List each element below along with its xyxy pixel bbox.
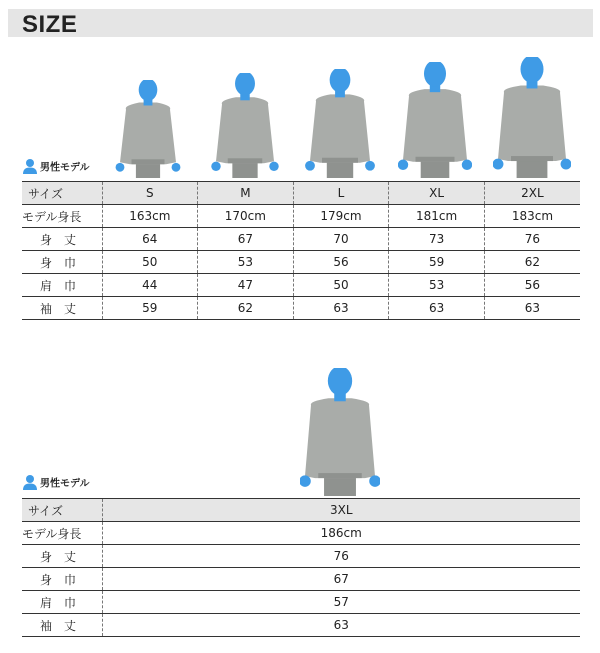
row-label: モデル身長: [22, 205, 102, 228]
model-height-row: [22, 205, 580, 228]
cell-size: L: [293, 182, 389, 205]
row-label: サイズ: [22, 499, 102, 522]
row-label: 袖 丈: [22, 614, 102, 637]
size-row: [22, 182, 580, 205]
cell-shoulder: 44: [102, 274, 198, 297]
cell-width: 50: [102, 251, 198, 274]
cell-length: 70: [293, 228, 389, 251]
cell-sleeve: 63: [484, 297, 580, 320]
sleeve-length-row: [22, 297, 580, 320]
row-label: サイズ: [22, 182, 102, 205]
cell-length: 76: [484, 228, 580, 251]
cell-height: 183cm: [484, 205, 580, 228]
body-length-row: [22, 228, 580, 251]
body-width-row: [22, 568, 580, 591]
cell-width: 53: [198, 251, 294, 274]
cell-size: 2XL: [484, 182, 580, 205]
model-s-figure: [115, 80, 181, 178]
row-label: 肩 巾: [22, 591, 102, 614]
model-l-figure: [305, 69, 375, 178]
cell-width: 56: [293, 251, 389, 274]
row-label: モデル身長: [22, 522, 102, 545]
cell-length: 64: [102, 228, 198, 251]
size-table-2: [22, 498, 580, 637]
shoulder-width-row: [22, 274, 580, 297]
cell-length: 73: [389, 228, 485, 251]
cell-sleeve: 59: [102, 297, 198, 320]
row-label: 身 丈: [22, 228, 102, 251]
model-m-figure: [211, 73, 279, 178]
row-label: 身 巾: [22, 568, 102, 591]
cell-length: 76: [102, 545, 580, 568]
body-width-row: [22, 251, 580, 274]
model-3xl-figure: [300, 368, 380, 496]
cell-width: 59: [389, 251, 485, 274]
cell-shoulder: 47: [198, 274, 294, 297]
cell-height: 186cm: [102, 522, 580, 545]
model-height-row: [22, 522, 580, 545]
body-length-row: [22, 545, 580, 568]
model-label: [22, 158, 90, 174]
row-label: 身 丈: [22, 545, 102, 568]
cell-height: 163cm: [102, 205, 198, 228]
cell-shoulder: 56: [484, 274, 580, 297]
cell-shoulder: 50: [293, 274, 389, 297]
cell-sleeve: 63: [389, 297, 485, 320]
cell-shoulder: 57: [102, 591, 580, 614]
cell-sleeve: 63: [102, 614, 580, 637]
row-label: 肩 巾: [22, 274, 102, 297]
size-table-1: [22, 181, 580, 320]
cell-sleeve: 63: [293, 297, 389, 320]
row-label: 袖 丈: [22, 297, 102, 320]
person-icon: [22, 158, 38, 174]
cell-height: 181cm: [389, 205, 485, 228]
cell-sleeve: 62: [198, 297, 294, 320]
model-xl-figure: [398, 62, 472, 178]
size-row: [22, 499, 580, 522]
page-title: SIZE: [22, 11, 78, 38]
cell-length: 67: [198, 228, 294, 251]
cell-width: 62: [484, 251, 580, 274]
title-bar: [8, 9, 593, 37]
row-label: 身 巾: [22, 251, 102, 274]
person-icon: [22, 474, 38, 490]
model-label-text: 男性モデル: [40, 478, 90, 490]
model-label-2: [22, 474, 90, 490]
cell-height: 179cm: [293, 205, 389, 228]
cell-size: S: [102, 182, 198, 205]
cell-size: 3XL: [102, 499, 580, 522]
cell-size: M: [198, 182, 294, 205]
cell-size: XL: [389, 182, 485, 205]
cell-height: 170cm: [198, 205, 294, 228]
sleeve-length-row: [22, 614, 580, 637]
shoulder-width-row: [22, 591, 580, 614]
cell-width: 67: [102, 568, 580, 591]
model-label-text: 男性モデル: [40, 162, 90, 174]
model-2xl-figure: [493, 57, 571, 178]
cell-shoulder: 53: [389, 274, 485, 297]
